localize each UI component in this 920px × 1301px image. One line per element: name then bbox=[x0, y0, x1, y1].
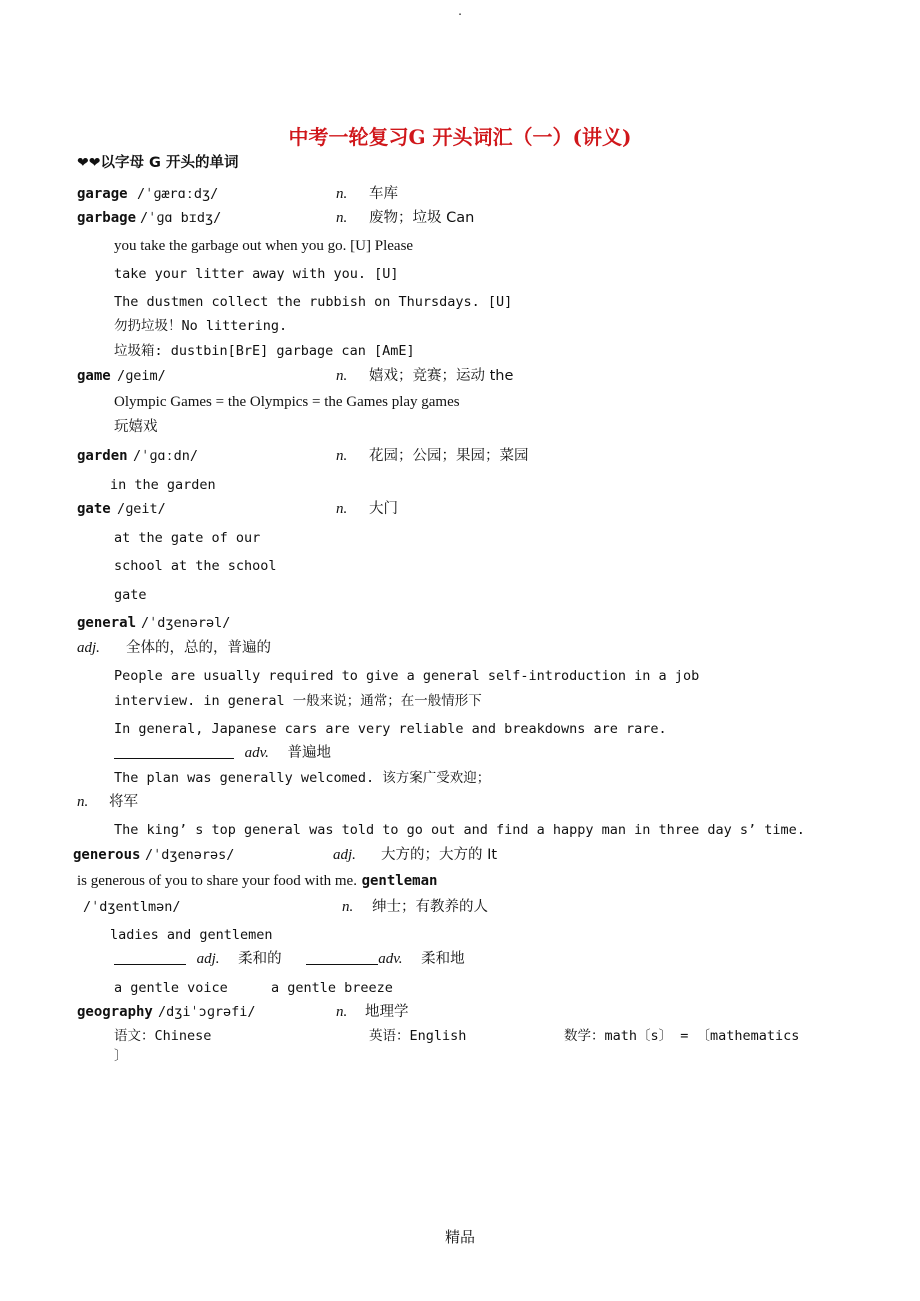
subject-english: 英语：English bbox=[369, 1028, 467, 1044]
meaning-geography: 地理学 bbox=[365, 1004, 409, 1020]
meaning-gentleman: 绅士；有教养的人 bbox=[372, 899, 488, 915]
pos-adj: adj. bbox=[196, 951, 220, 967]
generous-gentleman-row bbox=[77, 871, 437, 891]
subject-math-end: 〕 bbox=[114, 1048, 128, 1064]
example-line: The dustmen collect the rubbish on Thursdays. [U] bbox=[114, 294, 513, 310]
phonetic-general: /ˈdʒenərəl/ bbox=[141, 615, 231, 631]
example-line: People are usually required to give a general self-introduction in a job bbox=[114, 668, 700, 684]
meaning-adv: 柔和地 bbox=[421, 951, 465, 967]
example-line: 勿扔垃圾！No littering. bbox=[114, 318, 288, 334]
phonetic-gentleman: /ˈdʒentlmən/ bbox=[83, 899, 181, 915]
pos-garden: n. bbox=[336, 448, 348, 464]
subject-chinese: 语文：Chinese bbox=[114, 1028, 212, 1044]
headword-garage: garage bbox=[77, 186, 128, 202]
adv-row-general bbox=[114, 743, 331, 763]
headword-geography: geography bbox=[77, 1004, 153, 1020]
pos-general: adj. bbox=[77, 640, 100, 656]
headword-gentleman: gentleman bbox=[361, 873, 438, 889]
phonetic-garden: /ˈɡɑːdn/ bbox=[133, 448, 199, 464]
example-line: at the gate of our bbox=[114, 530, 261, 546]
meaning-adv: 普遍地 bbox=[287, 745, 332, 761]
example-line: 垃圾箱: dustbin[BrE] garbage can [AmE] bbox=[114, 343, 415, 359]
pos-adv: adv. bbox=[244, 745, 269, 761]
phonetic-garbage: /ˈɡɑ bɪdʒ/ bbox=[140, 210, 222, 226]
fill-blank bbox=[114, 950, 186, 965]
section-heading-row bbox=[77, 153, 238, 173]
phonetic-garage: /ˈɡærɑːdʒ/ bbox=[137, 186, 219, 202]
pos-game: n. bbox=[336, 368, 348, 384]
headword-game: game bbox=[77, 368, 111, 384]
pos-noun: n. bbox=[77, 794, 89, 810]
phrase-gentle-voice: a gentle voice bbox=[114, 980, 228, 996]
meaning-garage: 车库 bbox=[369, 186, 398, 202]
header-dot: . bbox=[458, 4, 462, 18]
example-line: school at the school bbox=[114, 558, 277, 574]
pos-generous: adj. bbox=[333, 847, 356, 863]
pos-gentleman: n. bbox=[342, 899, 354, 915]
headword-gate: gate bbox=[77, 501, 111, 517]
meaning-adj: 柔和的 bbox=[238, 951, 282, 967]
example-line: ladies and gentlemen bbox=[110, 927, 273, 943]
headword-garden: garden bbox=[77, 448, 128, 464]
pos-garage: n. bbox=[336, 186, 348, 202]
section-heading: 以字母 G 开头的单词 bbox=[100, 155, 239, 171]
meaning-garbage: 废物；垃圾 Can bbox=[369, 210, 475, 226]
phrase-gentle-breeze: a gentle breeze bbox=[271, 980, 393, 996]
example-line: gate bbox=[114, 587, 147, 603]
example-line: The plan was generally welcomed. 该方案广受欢迎； bbox=[114, 770, 491, 786]
page-title: 中考一轮复习G 开头词汇（一）(讲义) bbox=[288, 125, 632, 149]
meaning-gate: 大门 bbox=[369, 501, 398, 517]
example-line: interview. in general 一般来说；通常；在一般情形下 bbox=[114, 693, 482, 709]
subject-math: 数学：math〔s〕 = 〔mathematics bbox=[564, 1028, 800, 1044]
meaning-generous: 大方的；大方的 It bbox=[381, 847, 498, 863]
headword-garbage: garbage bbox=[77, 210, 137, 226]
meaning-game: 嬉戏；竞赛；运动 the bbox=[369, 368, 514, 384]
example-line: take your litter away with you. [U] bbox=[114, 266, 399, 282]
phonetic-game: /ɡeim/ bbox=[117, 368, 166, 384]
meaning-general: 全体的，总的，普遍的 bbox=[126, 640, 271, 656]
phonetic-gate: /ɡeit/ bbox=[117, 501, 166, 517]
example-line: in the garden bbox=[110, 477, 216, 493]
phonetic-generous: /ˈdʒenərəs/ bbox=[145, 847, 235, 863]
example-line: 玩嬉戏 bbox=[114, 419, 158, 435]
example-line: Olympic Games = the Olympics = the Games play games bbox=[114, 394, 460, 410]
page-footer: 精品 bbox=[444, 1228, 475, 1246]
headword-generous: generous bbox=[73, 847, 141, 863]
example-line: is generous of you to share your food with me. bbox=[77, 873, 357, 889]
pos-geography: n. bbox=[336, 1004, 348, 1020]
heart-icon: ❤❤ bbox=[77, 155, 101, 171]
fill-blank bbox=[114, 744, 234, 759]
pos-garbage: n. bbox=[336, 210, 348, 226]
gentle-row bbox=[114, 949, 465, 969]
headword-general: general bbox=[77, 615, 137, 631]
example-line: In general, Japanese cars are very reliable and breakdowns are rare. bbox=[114, 721, 667, 737]
pos-adv: adv. bbox=[378, 951, 403, 967]
example-line: The king’ s top general was told to go out and find a happy man in three day s’ time. bbox=[114, 822, 805, 838]
meaning-garden: 花园；公园；果园；菜园 bbox=[369, 448, 529, 464]
pos-gate: n. bbox=[336, 501, 348, 517]
phonetic-geography: /dʒiˈɔɡrəfi/ bbox=[158, 1004, 256, 1020]
fill-blank bbox=[306, 950, 378, 965]
meaning-noun: 将军 bbox=[109, 794, 138, 810]
example-line: you take the garbage out when you go. [U] Please bbox=[114, 238, 414, 254]
